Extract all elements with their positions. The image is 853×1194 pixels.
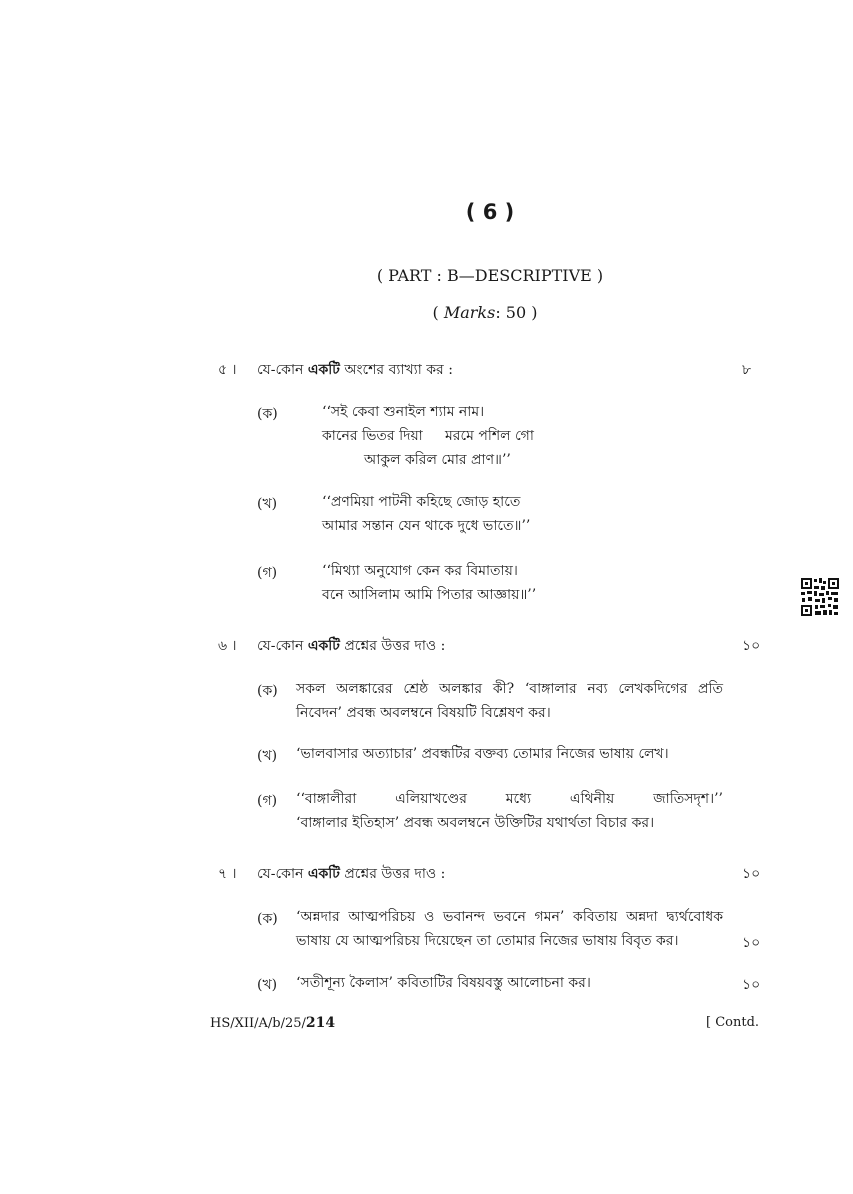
paper-code-number: 214 (305, 1015, 336, 1031)
poem-line: কানের ভিতর দিয়া মরমে পশিল গো (322, 428, 534, 444)
qr-code (800, 577, 840, 617)
option-text (296, 787, 723, 835)
question-7-heading (0, 862, 853, 884)
marks-label: Marks (443, 303, 496, 322)
option-text (322, 490, 530, 538)
poem-line: ‘‘সই কেবা শুনাইল শ্যাম নাম। (322, 404, 485, 420)
question-number: ৫ । (218, 362, 237, 378)
option-label: (খ) (257, 977, 278, 993)
option-label: (ক) (257, 406, 278, 422)
question-instruction (257, 862, 445, 886)
question-6-heading (0, 634, 853, 656)
poem-line: বনে আসিলাম আমি পিতার আজ্ঞায়॥’’ (322, 587, 537, 603)
question-instruction (257, 358, 453, 382)
option-label: (গ) (257, 793, 278, 809)
option-mark: ১০ (742, 977, 761, 993)
prose-line: ‘‘বাঙ্গালীরা এলিয়াখণ্ডের মধ্যে এথিনীয় জাতিসদৃশ।’’ (296, 791, 723, 807)
option-text (322, 559, 536, 607)
option-text (296, 677, 723, 725)
option-label: (খ) (257, 496, 278, 512)
question-5-heading (0, 358, 853, 380)
instruction-pre: যে-কোন (257, 638, 308, 654)
instruction-bold: একটি (307, 866, 340, 882)
option-text (296, 742, 723, 766)
paper-code (210, 1015, 335, 1031)
option-label: (গ) (257, 565, 278, 581)
instruction-post: প্রশ্নের উত্তর দাও : (339, 638, 446, 654)
continued-label: [ Contd. (706, 1015, 760, 1030)
prose-line: ‘সতীশূন্য কৈলাস’ কবিতাটির বিষয়বস্তু আলোচনা কর। (296, 975, 591, 991)
instruction-pre: যে-কোন (257, 362, 308, 378)
option-mark: ১০ (742, 935, 761, 951)
instruction-pre: যে-কোন (257, 866, 308, 882)
prose-line: ‘বাঙ্গালার ইতিহাস’ প্রবন্ধ অবলম্বনে উক্তিটির যথার্থতা বিচার কর। (296, 815, 655, 831)
question-mark: ৮ (742, 362, 752, 378)
question-mark: ১০ (742, 866, 761, 882)
prose-line: নিবেদন’ প্রবন্ধ অবলম্বনে বিষয়টি বিশ্লেষণ কর। (296, 705, 551, 721)
option-label: (ক) (257, 683, 278, 699)
prose-line: ‘অন্নদার আত্মপরিচয় ও ভবানন্দ ভবনে গমন’ কবিতায় অন্নদা দ্ব্যর্থবোধক (296, 909, 723, 925)
instruction-post: অংশের ব্যাখ্যা কর : (339, 362, 453, 378)
poem-line: আমার সন্তান যেন থাকে দুধে ভাতে॥’’ (322, 518, 531, 534)
instruction-bold: একটি (307, 638, 340, 654)
question-instruction (257, 634, 445, 658)
option-label: (খ) (257, 748, 278, 764)
instruction-post: প্রশ্নের উত্তর দাও : (339, 866, 446, 882)
marks-value: : 50 ) (495, 303, 538, 322)
marks-open: ( (432, 303, 444, 322)
question-mark: ১০ (742, 638, 761, 654)
instruction-bold: একটি (307, 362, 340, 378)
question-number: ৬ । (218, 638, 237, 654)
paper-code-prefix: HS/XII/A/b/25/ (210, 1016, 306, 1031)
option-text (296, 905, 723, 953)
part-title: ( PART : B—DESCRIPTIVE ) (376, 266, 604, 285)
poem-line: আকুল করিল মোর প্রাণ॥’’ (364, 452, 511, 468)
poem-line: ‘‘মিথ্যা অনুযোগ কেন কর বিমাতায়। (322, 563, 518, 579)
prose-line: ভাষায় যে আত্মপরিচয় দিয়েছেন তা তোমার নিজের ভাষায় বিবৃত কর। (296, 933, 679, 949)
option-label: (ক) (257, 911, 278, 927)
poem-line: ‘‘প্রণমিয়া পাটনী কহিছে জোড় হাতে (322, 494, 521, 510)
prose-line: ‘ভালবাসার অত্যাচার’ প্রবন্ধটির বক্তব্য তোমার নিজের ভাষায় লেখ। (296, 746, 669, 762)
prose-line: সকল অলঙ্কারের শ্রেষ্ঠ অলঙ্কার কী? ‘বাঙ্গালার নব্য লেখকদিগের প্রতি (296, 681, 723, 697)
total-marks (0, 303, 853, 322)
option-text (322, 400, 534, 472)
question-number: ৭ । (218, 866, 237, 882)
page-number: ( 6 ) (465, 200, 515, 224)
option-text (296, 971, 723, 995)
